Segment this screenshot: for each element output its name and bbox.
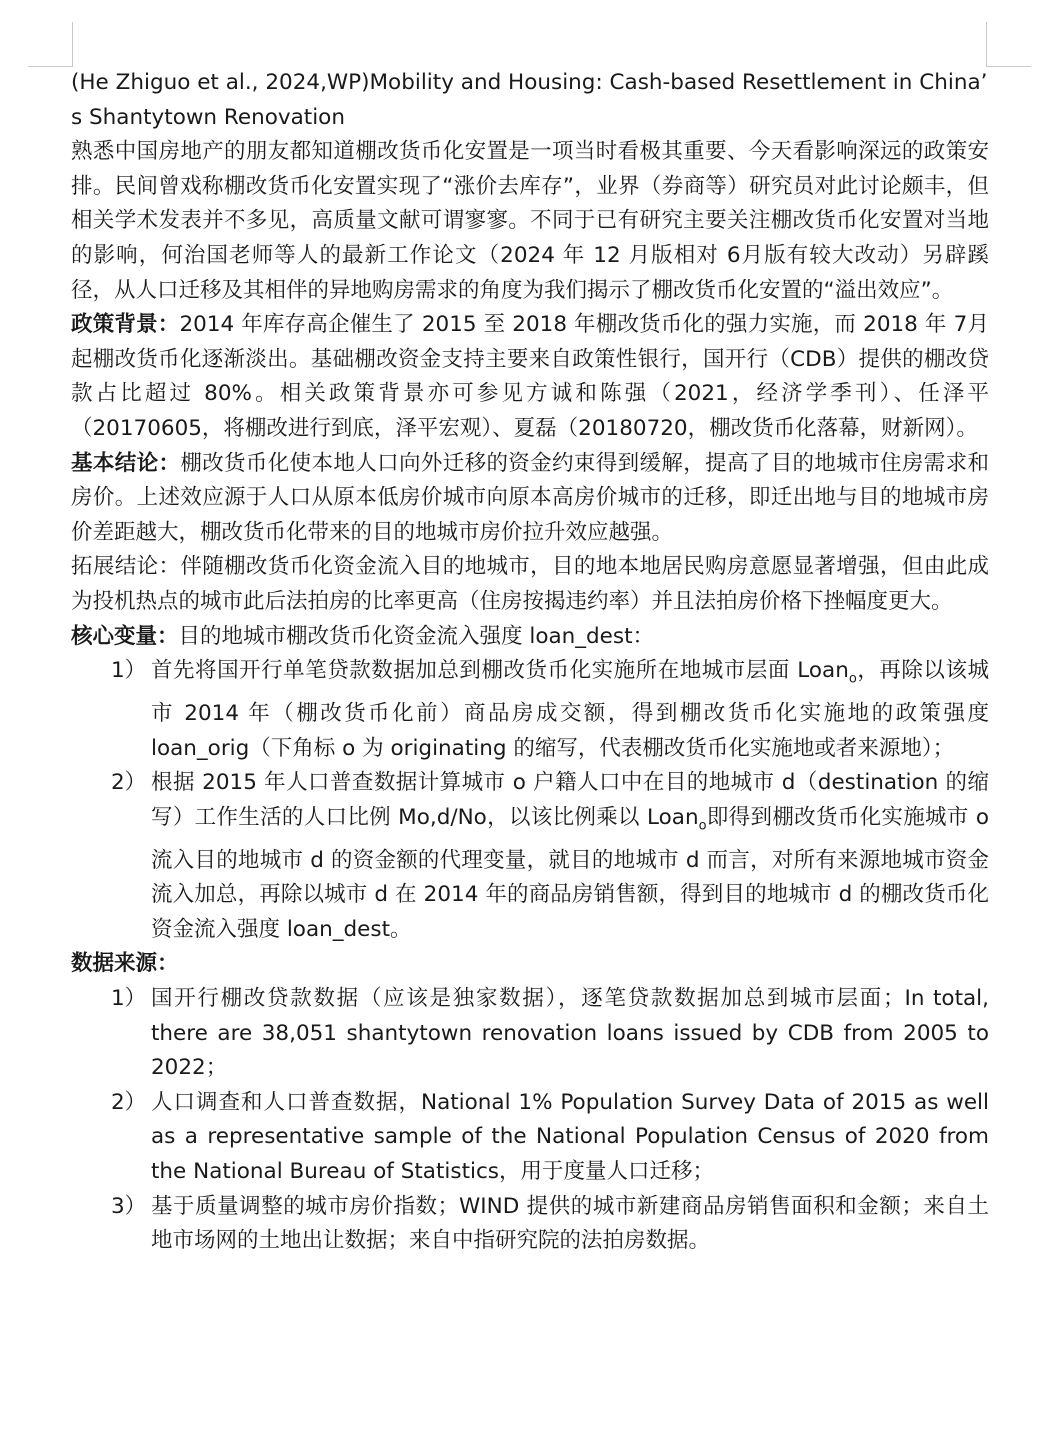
list-item-text: 首先将国开行单笔贷款数据加总到棚改货币化实施所在地城市层面 Loan [151,658,849,684]
policy-background-paragraph [71,308,989,446]
document-body [71,66,989,1259]
list-item-text: 国开行棚改贷款数据（应该是独家数据），逐笔贷款数据加总到城市层面；In total, there are 38,051 shantytown renovation loans issued by CDB from 2005 to 2022； [151,986,989,1081]
subscript: o [848,671,857,687]
page-corner-mark-top-left [28,22,73,67]
basic-conclusion-paragraph [71,447,989,551]
list-item-text: 即得到棚改货币化实施城市 o 流入目的地城市 d 的资金额的代理变量，就目的地城市 d 而言，对所有来源地城市资金流入加总，再除以城市 d 在 2014 年的商品房销售额，得到目的地城市 d 的棚改货币化资金流入强度 loan_dest。 [151,804,989,942]
list-item-text: 基于质量调整的城市房价指数；WIND 提供的城市新建商品房销售面积和金额；来自土地市场网的土地出让数据；来自中指研究院的法拍房数据。 [151,1193,989,1254]
list-item-text: 根据 2015 年人口普查数据计算城市 o 户籍人口中在目的地城市 d（destination 的缩写）工作生活的人口比例 Mo,d/No，以该比例乘以 Loan [151,770,989,830]
core-variable-list [71,654,989,947]
list-item-text: 人口调查和人口普查数据，National 1% Population Survey Data of 2015 as well as a representative sample of the National Population Census of 2020 from the National Bureau of Statistics，用于度量人口迁移； [151,1089,989,1184]
list-item [71,1190,989,1259]
list-item-number: 3） [111,1193,147,1219]
list-item-text: ，再除以该城市 2014 年（棚改货币化前）商品房成交额，得到棚改货币化实施地的政策强度 loan_orig（下角标 o 为 originating 的缩写，代表棚改货币化实施地或者来源地）； [151,658,989,761]
list-item-number: 2） [111,1089,147,1115]
core-variable-label: 核心变量： [71,623,179,649]
list-item [71,1086,989,1190]
core-variable-text: 目的地城市棚改货币化资金流入强度 loan_dest： [178,623,655,649]
list-item-number: 1） [111,986,147,1012]
policy-background-text: 2014 年库存高企催生了 2015 至 2018 年棚改货币化的强力实施，而 2018 年 7月起棚改货币化逐渐淡出。基础棚改资金支持主要来自政策性银行，国开行（CDB）提供的棚改贷款占比超过 80%。相关政策背景亦可参见方诚和陈强（2021，经济学季刊）、任泽平（20170605，将棚改进行到底，泽平宏观）、夏磊（20180720，棚改货币化落幕，财新网）。 [71,312,989,441]
list-item [71,654,989,766]
list-item-number: 2） [111,770,147,796]
list-item [71,982,989,1086]
data-sources-label: 数据来源： [71,951,179,977]
intro-paragraph: 熟悉中国房地产的朋友都知道棚改货币化安置是一项当时看极其重要、今天看影响深远的政策安排。民间曾戏称棚改货币化安置实现了“涨价去库存”，业界（券商等）研究员对此讨论颇丰，但相关学术发表并不多见，高质量文献可谓寥寥。不同于已有研究主要关注棚改货币化安置对当地的影响，何治国老师等人的最新工作论文（2024 年 12 月版相对 6月版有较大改动）另辟蹊径，从人口迁移及其相伴的异地购房需求的角度为我们揭示了棚改货币化安置的“溢出效应”。 [71,139,989,303]
list-item-number: 1） [111,658,147,684]
subscript: o [698,818,707,834]
basic-conclusion-text: 棚改货币化使本地人口向外迁移的资金约束得到缓解，提高了目的地城市住房需求和房价。上述效应源于人口从原本低房价城市向原本高房价城市的迁移，即迁出地与目的地城市房价差距越大，棚改货币化带来的目的地城市房价拉升效应越强。 [71,450,989,545]
data-sources-list [71,982,989,1259]
core-variable-paragraph [71,620,989,655]
policy-background-label: 政策背景： [71,312,180,338]
list-item [71,766,989,947]
basic-conclusion-label: 基本结论： [71,450,181,476]
extended-conclusion-paragraph: 拓展结论：伴随棚改货币化资金流入目的地城市，目的地本地居民购房意愿显著增强，但由此成为投机热点的城市此后法拍房的比率更高（住房按揭违约率）并且法拍房价格下挫幅度更大。 [71,554,989,614]
paper-title: (He Zhiguo et al., 2024,WP)Mobility and Housing: Cash-based Resettlement in China’ s Shantytown Renovation [71,70,988,130]
page-corner-mark-top-right [986,22,1031,67]
